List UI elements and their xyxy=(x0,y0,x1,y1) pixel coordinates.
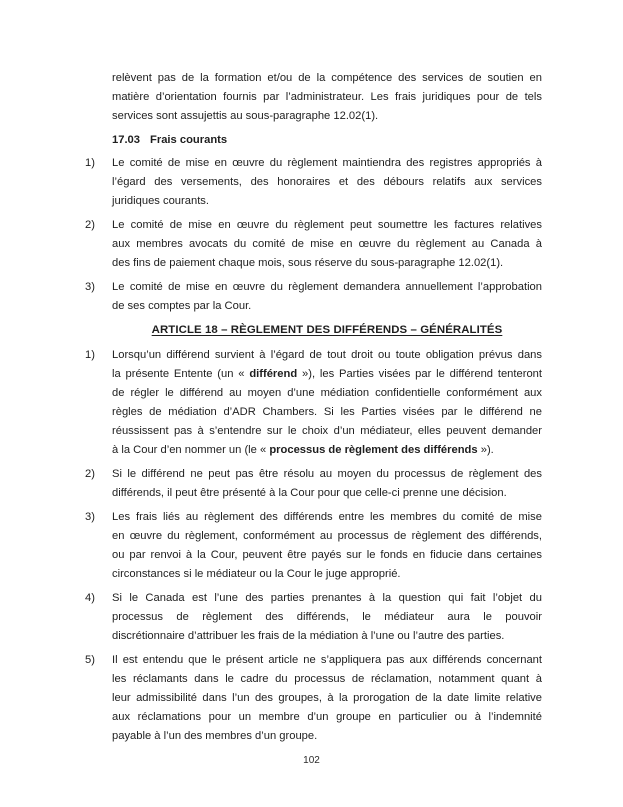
text-segment: circonstances si le médiateur ou la Cour le juge approprié. xyxy=(112,568,401,580)
text-line xyxy=(112,546,542,565)
paragraph-block xyxy=(85,651,542,746)
subsection-title: Frais courants xyxy=(150,134,228,146)
document-blocks xyxy=(85,69,542,746)
text-line xyxy=(112,422,542,441)
text-line xyxy=(112,689,542,708)
paragraph-text xyxy=(112,69,542,126)
paragraph-text xyxy=(112,465,542,503)
list-number: 1) xyxy=(85,157,95,169)
text-line xyxy=(112,107,542,126)
text-segment: relèvent pas de la formation et/ou de la compétence des services de soutien en xyxy=(112,72,542,84)
text-segment: différends, il peut être présenté à la Cour pour que celle-ci prenne une décision. xyxy=(112,487,507,499)
list-number: 1) xyxy=(85,349,95,361)
bold-term: processus de règlement des différends xyxy=(269,444,478,456)
text-line xyxy=(112,608,542,627)
list-number xyxy=(85,69,112,126)
text-line xyxy=(112,173,542,192)
text-segment: »). xyxy=(477,444,494,456)
text-line xyxy=(112,651,542,670)
paragraph-block xyxy=(85,278,542,316)
text-segment: Lorsqu’un différend survient à l’égard de tout droit ou toute obligation prévus dans xyxy=(112,349,542,361)
text-line xyxy=(112,727,542,746)
text-line xyxy=(112,708,542,727)
text-line xyxy=(112,670,542,689)
text-line xyxy=(112,216,542,235)
text-segment: leur admissibilité dans l’un des groupes, à la prorogation de la date limite relative xyxy=(112,692,542,704)
text-segment: services sont assujettis au sous-paragraphe 12.02(1). xyxy=(112,110,379,122)
paragraph-block xyxy=(85,465,542,503)
text-segment: Le comité de mise en œuvre du règlement peut soumettre les factures relatives xyxy=(112,219,542,231)
text-line xyxy=(112,365,542,384)
text-line xyxy=(112,278,542,297)
text-segment: à la Cour d’en nommer un (le « xyxy=(112,444,270,456)
text-line xyxy=(112,254,542,273)
paragraph-text xyxy=(112,508,542,584)
article-heading: ARTICLE 18 – RÈGLEMENT DES DIFFÉRENDS – GÉNÉRALITÉS xyxy=(151,324,503,336)
paragraph-text xyxy=(112,131,542,150)
list-number: 2) xyxy=(85,219,95,231)
page-number: 102 xyxy=(303,755,320,766)
text-line xyxy=(112,88,542,107)
paragraph-text xyxy=(112,651,542,746)
text-segment: l’égard des versements, des honoraires et des débours relatifs aux services xyxy=(112,176,542,188)
text-segment: juridiques courants. xyxy=(112,195,210,207)
text-line xyxy=(112,384,542,403)
text-line xyxy=(112,403,542,422)
text-segment: matière d’orientation fournis par l’administrateur. Les frais juridiques pour de tels xyxy=(112,91,542,103)
text-line xyxy=(112,192,542,211)
list-number: 4) xyxy=(85,592,95,604)
paragraph-text xyxy=(112,589,542,646)
list-number: 5) xyxy=(85,654,95,666)
paragraph-text xyxy=(112,216,542,273)
text-segment: »), les Parties visées par le différend tenteront xyxy=(297,368,542,380)
text-segment: aux réclamations pour un membre d’un groupe en particulier ou à l’indemnité xyxy=(112,711,542,723)
paragraph-block xyxy=(85,154,542,211)
list-number: 2) xyxy=(85,468,95,480)
bold-term: différend xyxy=(249,368,298,380)
paragraph-block xyxy=(85,508,542,584)
text-segment: réussissent pas à s’entendre sur le choix d’un médiateur, elles peuvent demander xyxy=(112,425,542,437)
text-segment: règles de médiation d’ADR Chambers. Si les Parties visées par le différend ne xyxy=(112,406,542,418)
paragraph-block xyxy=(85,69,542,126)
text-segment: des fins de paiement chaque mois, sous réserve du sous-paragraphe 12.02(1). xyxy=(112,257,504,269)
subsection-number: 17.03 xyxy=(112,134,140,146)
text-line xyxy=(112,69,542,88)
text-line xyxy=(112,527,542,546)
text-line xyxy=(112,154,542,173)
list-number: 3) xyxy=(85,511,95,523)
text-line xyxy=(112,589,542,608)
paragraph-text xyxy=(112,154,542,211)
text-line xyxy=(112,465,542,484)
paragraph-block xyxy=(85,589,542,646)
text-line xyxy=(112,627,542,646)
list-number: 3) xyxy=(85,281,95,293)
text-segment: les réclamants dans le cadre du processus de réclamation, notamment quant à xyxy=(112,673,542,685)
text-segment: payable à l’un des membres d’un groupe. xyxy=(112,730,318,742)
text-line xyxy=(112,235,542,254)
text-segment: de régler le différend au moyen d’une médiation confidentielle conformément aux xyxy=(112,387,542,399)
paragraph-block xyxy=(85,216,542,273)
text-line xyxy=(112,508,542,527)
text-line xyxy=(112,297,542,316)
text-segment: Si le Canada est l’une des parties prenantes à la question qui fait l’objet du xyxy=(112,592,542,604)
text-segment: ou par renvoi à la Cour, peuvent être payés sur le fonds en fiducie dans certaines xyxy=(112,549,542,561)
text-segment: Le comité de mise en œuvre du règlement demandera annuellement l’approbation xyxy=(112,281,542,293)
text-line xyxy=(112,484,542,503)
text-segment: la présente Entente (un « xyxy=(112,368,250,380)
paragraph-text xyxy=(112,346,542,460)
text-segment: Il est entendu que le présent article ne s’appliquera pas aux différends concernant xyxy=(112,654,542,666)
subsection-heading xyxy=(85,131,542,150)
text-line xyxy=(112,565,542,584)
text-segment: Le comité de mise en œuvre du règlement maintiendra des registres appropriés à xyxy=(112,157,542,169)
text-segment: aux membres avocats du comité de mise en œuvre du règlement au Canada à xyxy=(112,238,542,250)
text-segment: Si le différend ne peut pas être résolu au moyen du processus de règlement des xyxy=(112,468,542,480)
text-segment: discrétionnaire d’attribuer les frais de la médiation à l’une ou l’autre des parties. xyxy=(112,630,505,642)
text-segment: en œuvre du règlement, conformément au processus de règlement des différends, xyxy=(112,530,542,542)
text-segment: Les frais liés au règlement des différends entre les membres du comité de mise xyxy=(112,511,542,523)
paragraph-text xyxy=(112,278,542,316)
text-line xyxy=(112,441,542,460)
text-segment: processus de règlement des différends, le médiateur aura le pouvoir xyxy=(112,611,542,623)
paragraph-block xyxy=(85,346,542,460)
text-line xyxy=(112,346,542,365)
list-number xyxy=(85,131,112,150)
text-segment: de ses comptes par la Cour. xyxy=(112,300,252,312)
